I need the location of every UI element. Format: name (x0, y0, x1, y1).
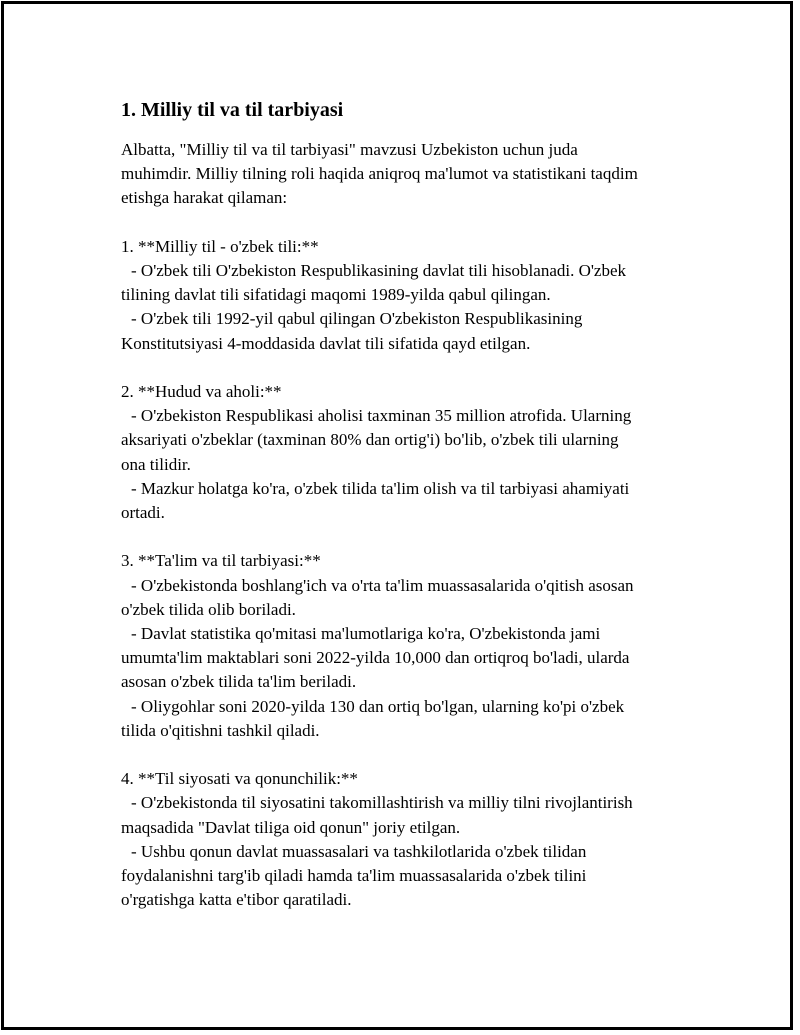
bullet-text: - Davlat statistika qo'mitasi ma'lumotlariga ko'ra, O'zbekistonda jami umumta'lim maktablari soni 2022-yilda 10,000 dan ortiqroq bo'ladi, ularda asosan o'zbek tilida ta'lim beriladi. (121, 624, 630, 692)
section-heading: 3. **Ta'lim va til tarbiyasi:** (121, 551, 321, 571)
section-3 (121, 549, 701, 743)
bullet-text: - O'zbek tili 1992-yil qabul qilingan O'zbekiston Respublikasining Konstitutsiyasi 4-moddasida davlat tili sifatida qayd etilgan. (121, 309, 583, 353)
bullet-item (121, 695, 701, 743)
bullet-item (121, 259, 701, 307)
bullet-item (121, 477, 701, 525)
bullet-item (121, 574, 701, 622)
bullet-text: - O'zbek tili O'zbekiston Respublikasining davlat tili hisoblanadi. O'zbek tilining davlat tili sifatidagi maqomi 1989-yilda qabul qilingan. (121, 261, 627, 305)
section-heading: 4. **Til siyosati va qonunchilik:** (121, 769, 358, 789)
bullet-text: - O'zbekistonda til siyosatini takomillashtirish va milliy tilni rivojlantirish maqsadida "Davlat tiliga oid qonun" joriy etilgan. (121, 793, 633, 837)
bullet-text: - Ushbu qonun davlat muassasalari va tashkilotlarida o'zbek tilidan foydalanishni targ'ib qiladi hamda ta'lim muassasalarida o'zbek tilini o'rgatishga katta e'tibor qaratiladi. (121, 841, 587, 910)
bullet-text: - Mazkur holatga ko'ra, o'zbek tilida ta'lim olish va til tarbiyasi ahamiyati ortadi. (121, 478, 630, 523)
bullet-text: - O'zbekiston Respublikasi aholisi taxminan 35 million atrofida. Ularning aksariyati o'zbeklar (taxminan 80% dan ortig'i) bo'lib, o'zbek tili ularning ona tilidir. (121, 406, 632, 474)
bullet-item (121, 307, 701, 355)
section-1 (121, 235, 701, 356)
bullet-item (121, 404, 701, 477)
spacer (121, 743, 701, 767)
document-title: 1. Milliy til va til tarbiyasi (121, 99, 344, 121)
section-4 (121, 767, 701, 912)
spacer (121, 211, 701, 235)
spacer (121, 356, 701, 380)
section-heading: 1. **Milliy til - o'zbek tili:** (121, 236, 319, 256)
page-frame (1, 1, 793, 1030)
bullet-item (121, 791, 701, 839)
spacer (121, 525, 701, 549)
bullet-item (121, 622, 701, 695)
section-2 (121, 380, 701, 525)
document-body (121, 98, 701, 912)
bullet-item (121, 840, 701, 913)
intro-paragraph: Albatta, "Milliy til va til tarbiyasi" mavzusi Uzbekiston uchun juda muhimdir. Milliy tilning roli haqida aniqroq ma'lumot va statistikani taqdim etishga harakat qilaman: (121, 140, 638, 208)
section-heading: 2. **Hudud va aholi:** (121, 382, 282, 401)
bullet-text: - Oliygohlar soni 2020-yilda 130 dan ortiq bo'lgan, ularning ko'pi o'zbek tilida o'qitishni tashkil qiladi. (121, 696, 625, 740)
bullet-text: - O'zbekistonda boshlang'ich va o'rta ta'lim muassasalarida o'qitish asosan o'zbek tilida olib boriladi. (121, 575, 634, 619)
